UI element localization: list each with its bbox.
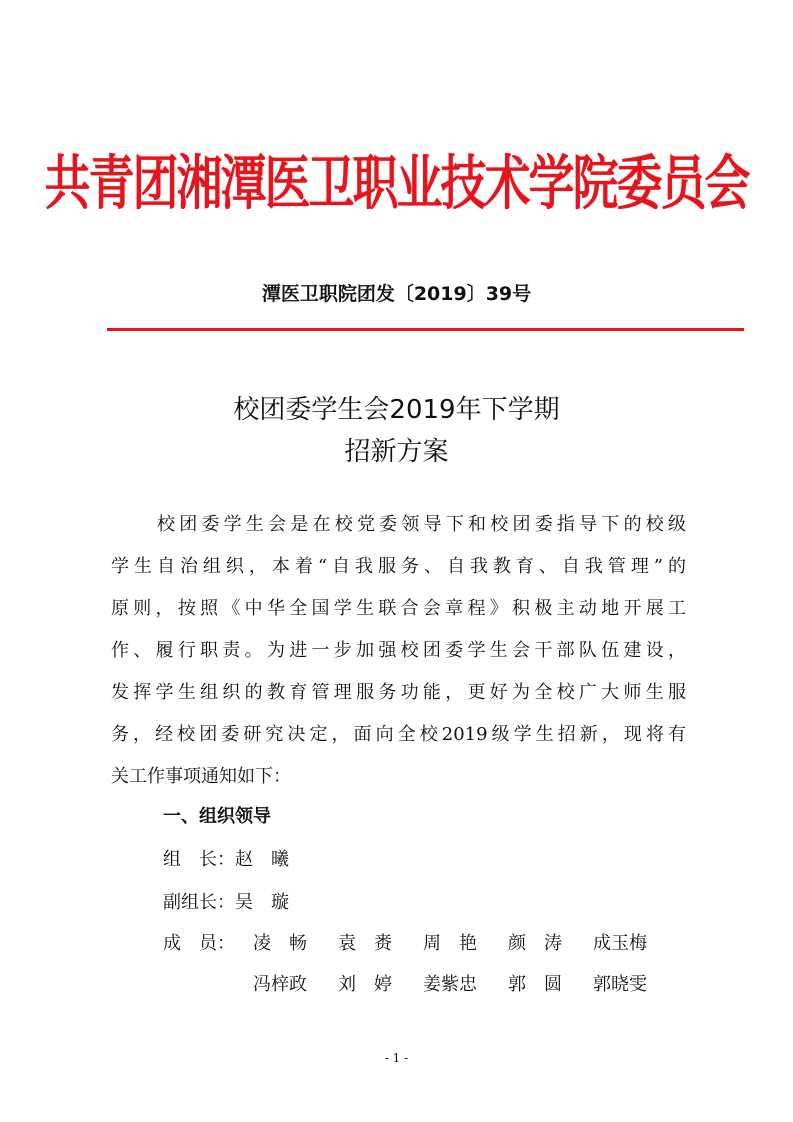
member-name: 姜紫忠: [423, 974, 477, 995]
deputy-row: [163, 888, 289, 918]
page-number: - 1 -: [384, 1051, 409, 1065]
intro-line: 务，经校团委研究决定，面向全校2019级学生招新，现将有: [111, 724, 686, 745]
deputy-name: 吴 璇: [235, 892, 289, 913]
member-name: 郭 圆: [508, 974, 562, 995]
member-name: 颜 涛: [508, 933, 562, 954]
member-name: 刘 婷: [338, 974, 392, 995]
intro-line: 校团委学生会是在校党委领导下和校团委指导下的校级: [157, 514, 686, 535]
intro-line: 发挥学生组织的教育管理服务功能，更好为全校广大师生服: [111, 682, 686, 703]
intro-line: 关工作事项通知如下：: [111, 766, 291, 787]
intro-line: 原则，按照《中华全国学生联合会章程》积极主动地开展工: [111, 598, 686, 619]
member-name: 冯梓政: [253, 974, 307, 995]
members-row-2: [253, 970, 647, 1000]
member-name: 郭晓雯: [593, 974, 647, 995]
member-name: 袁 赉: [338, 933, 392, 954]
leader-name: 赵 曦: [235, 849, 289, 870]
member-name: 周 艳: [423, 933, 477, 954]
document-title-line-1: 校团委学生会2019年下学期: [233, 395, 560, 425]
intro-paragraph: [111, 504, 686, 798]
red-separator-line: [107, 328, 744, 331]
org-header-title: 共青团湘潭医卫职业技术学院委员会: [44, 148, 749, 218]
deputy-label: 副组长：: [163, 892, 235, 913]
intro-line: 学生自治组织，本着“自我服务、自我教育、自我管理”的: [111, 556, 686, 577]
members-label: 成 员：: [163, 933, 235, 954]
intro-line: 作、履行职责。为进一步加强校团委学生会干部队伍建设，: [111, 640, 686, 661]
member-name: 凌 畅: [253, 933, 307, 954]
members-row-1: [163, 929, 647, 959]
member-name: 成玉梅: [593, 933, 647, 954]
leader-label: 组 长：: [163, 849, 235, 870]
leader-row: [163, 845, 289, 875]
document-number: 潭医卫职院团发〔2019〕39号: [261, 283, 532, 305]
section-heading-organization: 一、组织领导: [163, 806, 271, 827]
document-title-line-2: 招新方案: [344, 437, 449, 467]
